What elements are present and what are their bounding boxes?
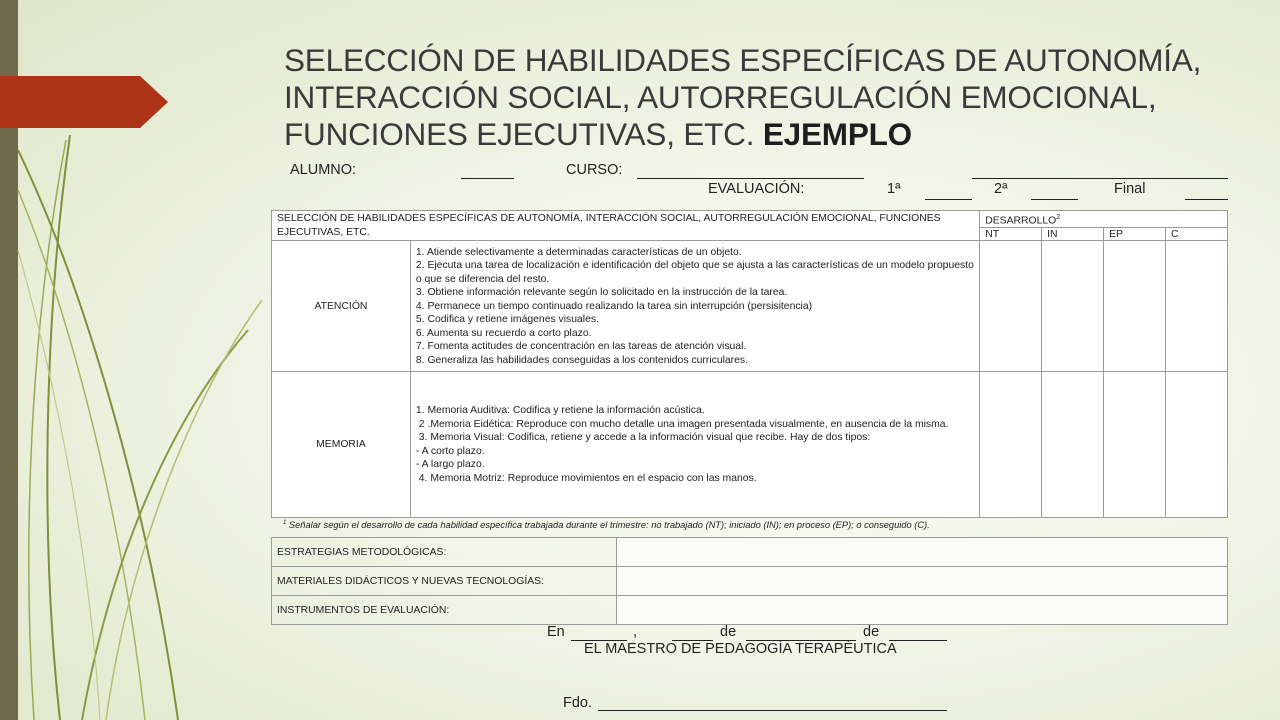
footer-de-2: de bbox=[863, 624, 880, 640]
evaluacion-1-underline bbox=[925, 199, 972, 200]
footer-de-1: de bbox=[720, 624, 737, 640]
cell-in[interactable] bbox=[1042, 241, 1104, 372]
skills-table bbox=[271, 210, 1228, 518]
table-row bbox=[272, 372, 1228, 518]
atencion-items bbox=[410, 241, 979, 372]
table-header-row bbox=[272, 211, 1228, 228]
footer-year-underline bbox=[889, 640, 947, 641]
evaluacion-label: EVALUACIÓN: bbox=[708, 181, 805, 197]
curso-underline bbox=[637, 178, 864, 179]
list-item: 7. Fomenta actitudes de concentración en las tareas de atención visual. bbox=[415, 341, 747, 353]
footnote-sup: 1 bbox=[283, 520, 287, 526]
materials-label: MATERIALES DIDÁCTICOS Y NUEVAS TECNOLOGÍAS: bbox=[272, 567, 617, 596]
desarrollo-label: DESARROLLO bbox=[985, 215, 1057, 227]
table-header-title: SELECCIÓN DE HABILIDADES ESPECÍFICAS DE AUTONOMÍA, INTERACCIÓN SOCIAL, AUTORREGULACIÓN EMOCIONAL, FUNCIONES EJECUTIVAS, ETC. bbox=[272, 211, 980, 241]
list-item: 5. Codifica y retiene imágenes visuales. bbox=[415, 314, 599, 326]
curso-underline-2 bbox=[972, 178, 1228, 179]
instruments-value[interactable] bbox=[617, 596, 1228, 625]
cell-in[interactable] bbox=[1042, 372, 1104, 518]
category-atencion: ATENCIÓN bbox=[272, 241, 411, 372]
footer-fdo: Fdo. bbox=[563, 695, 593, 711]
column-nt: NT bbox=[980, 228, 1042, 241]
column-ep: EP bbox=[1104, 228, 1166, 241]
list-item: 1. Atiende selectivamente a determinadas características de un objeto. bbox=[415, 246, 742, 258]
evaluacion-final: Final bbox=[1114, 181, 1146, 197]
cell-nt[interactable] bbox=[980, 241, 1042, 372]
table-row bbox=[272, 241, 1228, 372]
cell-ep[interactable] bbox=[1104, 241, 1166, 372]
category-memoria: MEMORIA bbox=[272, 372, 411, 518]
list-item: 8. Generaliza las habilidades conseguidas a los contenidos curriculares. bbox=[415, 354, 749, 366]
table-row bbox=[272, 538, 1228, 567]
list-item: - A corto plazo. bbox=[415, 445, 485, 457]
evaluacion-1: 1ª bbox=[887, 181, 901, 197]
title-emphasis: EJEMPLO bbox=[762, 116, 912, 152]
cell-c[interactable] bbox=[1166, 372, 1228, 518]
strategies-value[interactable] bbox=[617, 538, 1228, 567]
list-item: 4. Memoria Motriz: Reproduce movimientos en el espacio con las manos. bbox=[415, 472, 757, 484]
list-item: 4. Permanece un tiempo continuado realizando la tarea sin interrupción (persisitencia) bbox=[415, 300, 813, 312]
list-item: 2 .Memoria Eidética: Reproduce con mucho detalle una imagen presentada visualmente, en ausencia de la misma. bbox=[415, 418, 949, 430]
list-item: 3. Obtiene información relevante según lo solicitado en la instrucción de la tarea. bbox=[415, 287, 788, 299]
instruments-label: INSTRUMENTOS DE EVALUACIÓN: bbox=[272, 596, 617, 625]
footnote-text: Señalar según el desarrollo de cada habilidad específica trabajada durante el trimestre: no trabajado (NT); iniciado (IN); en proceso (EP); o conseguido (C). bbox=[286, 520, 930, 531]
page-title bbox=[284, 42, 1264, 153]
cell-ep[interactable] bbox=[1104, 372, 1166, 518]
column-in: IN bbox=[1042, 228, 1104, 241]
materials-value[interactable] bbox=[617, 567, 1228, 596]
evaluacion-2: 2ª bbox=[994, 181, 1008, 197]
table-row bbox=[272, 596, 1228, 625]
desarrollo-header bbox=[980, 211, 1228, 228]
alumno-label: ALUMNO: bbox=[290, 162, 357, 178]
evaluacion-2-underline bbox=[1031, 199, 1078, 200]
strategies-label: ESTRATEGIAS METODOLÓGICAS: bbox=[272, 538, 617, 567]
list-item: 3. Memoria Visual: Codifica, retiene y accede a la información visual que recibe. Hay de dos tipos: bbox=[415, 432, 871, 444]
memoria-items bbox=[410, 372, 979, 518]
alumno-underline bbox=[461, 178, 514, 179]
desarrollo-sup: 2 bbox=[1056, 214, 1061, 221]
list-item: 1. Memoria Auditiva: Codifica y retiene la información acústica. bbox=[415, 405, 705, 417]
decorative-swoosh bbox=[0, 0, 280, 720]
cell-nt[interactable] bbox=[980, 372, 1042, 518]
column-c: C bbox=[1166, 228, 1228, 241]
list-item: 2. Ejecuta una tarea de localización e identificación del objeto que se ajusta a las características de un modelo propuesto o que se diferencia del resto. bbox=[415, 260, 974, 285]
footnote bbox=[283, 520, 930, 530]
signature-line bbox=[598, 710, 947, 711]
list-item: 6. Aumenta su recuerdo a corto plazo. bbox=[415, 327, 592, 339]
footer-comma: , bbox=[633, 624, 638, 640]
footer-en: En bbox=[547, 624, 565, 640]
cell-c[interactable] bbox=[1166, 241, 1228, 372]
curso-label: CURSO: bbox=[566, 162, 623, 178]
table-row bbox=[272, 567, 1228, 596]
strategies-table bbox=[271, 537, 1228, 625]
evaluacion-final-underline bbox=[1185, 199, 1228, 200]
title-text: SELECCIÓN DE HABILIDADES ESPECÍFICAS DE AUTONOMÍA, INTERACCIÓN SOCIAL, AUTORREGULACIÓN EMOCIONAL, FUNCIONES EJECUTIVAS, ETC. bbox=[284, 42, 1202, 152]
list-item: - A largo plazo. bbox=[415, 459, 485, 471]
footer-maestro: EL MAESTRO DE PEDAGOGÍA TERAPÉUTICA bbox=[584, 641, 897, 657]
